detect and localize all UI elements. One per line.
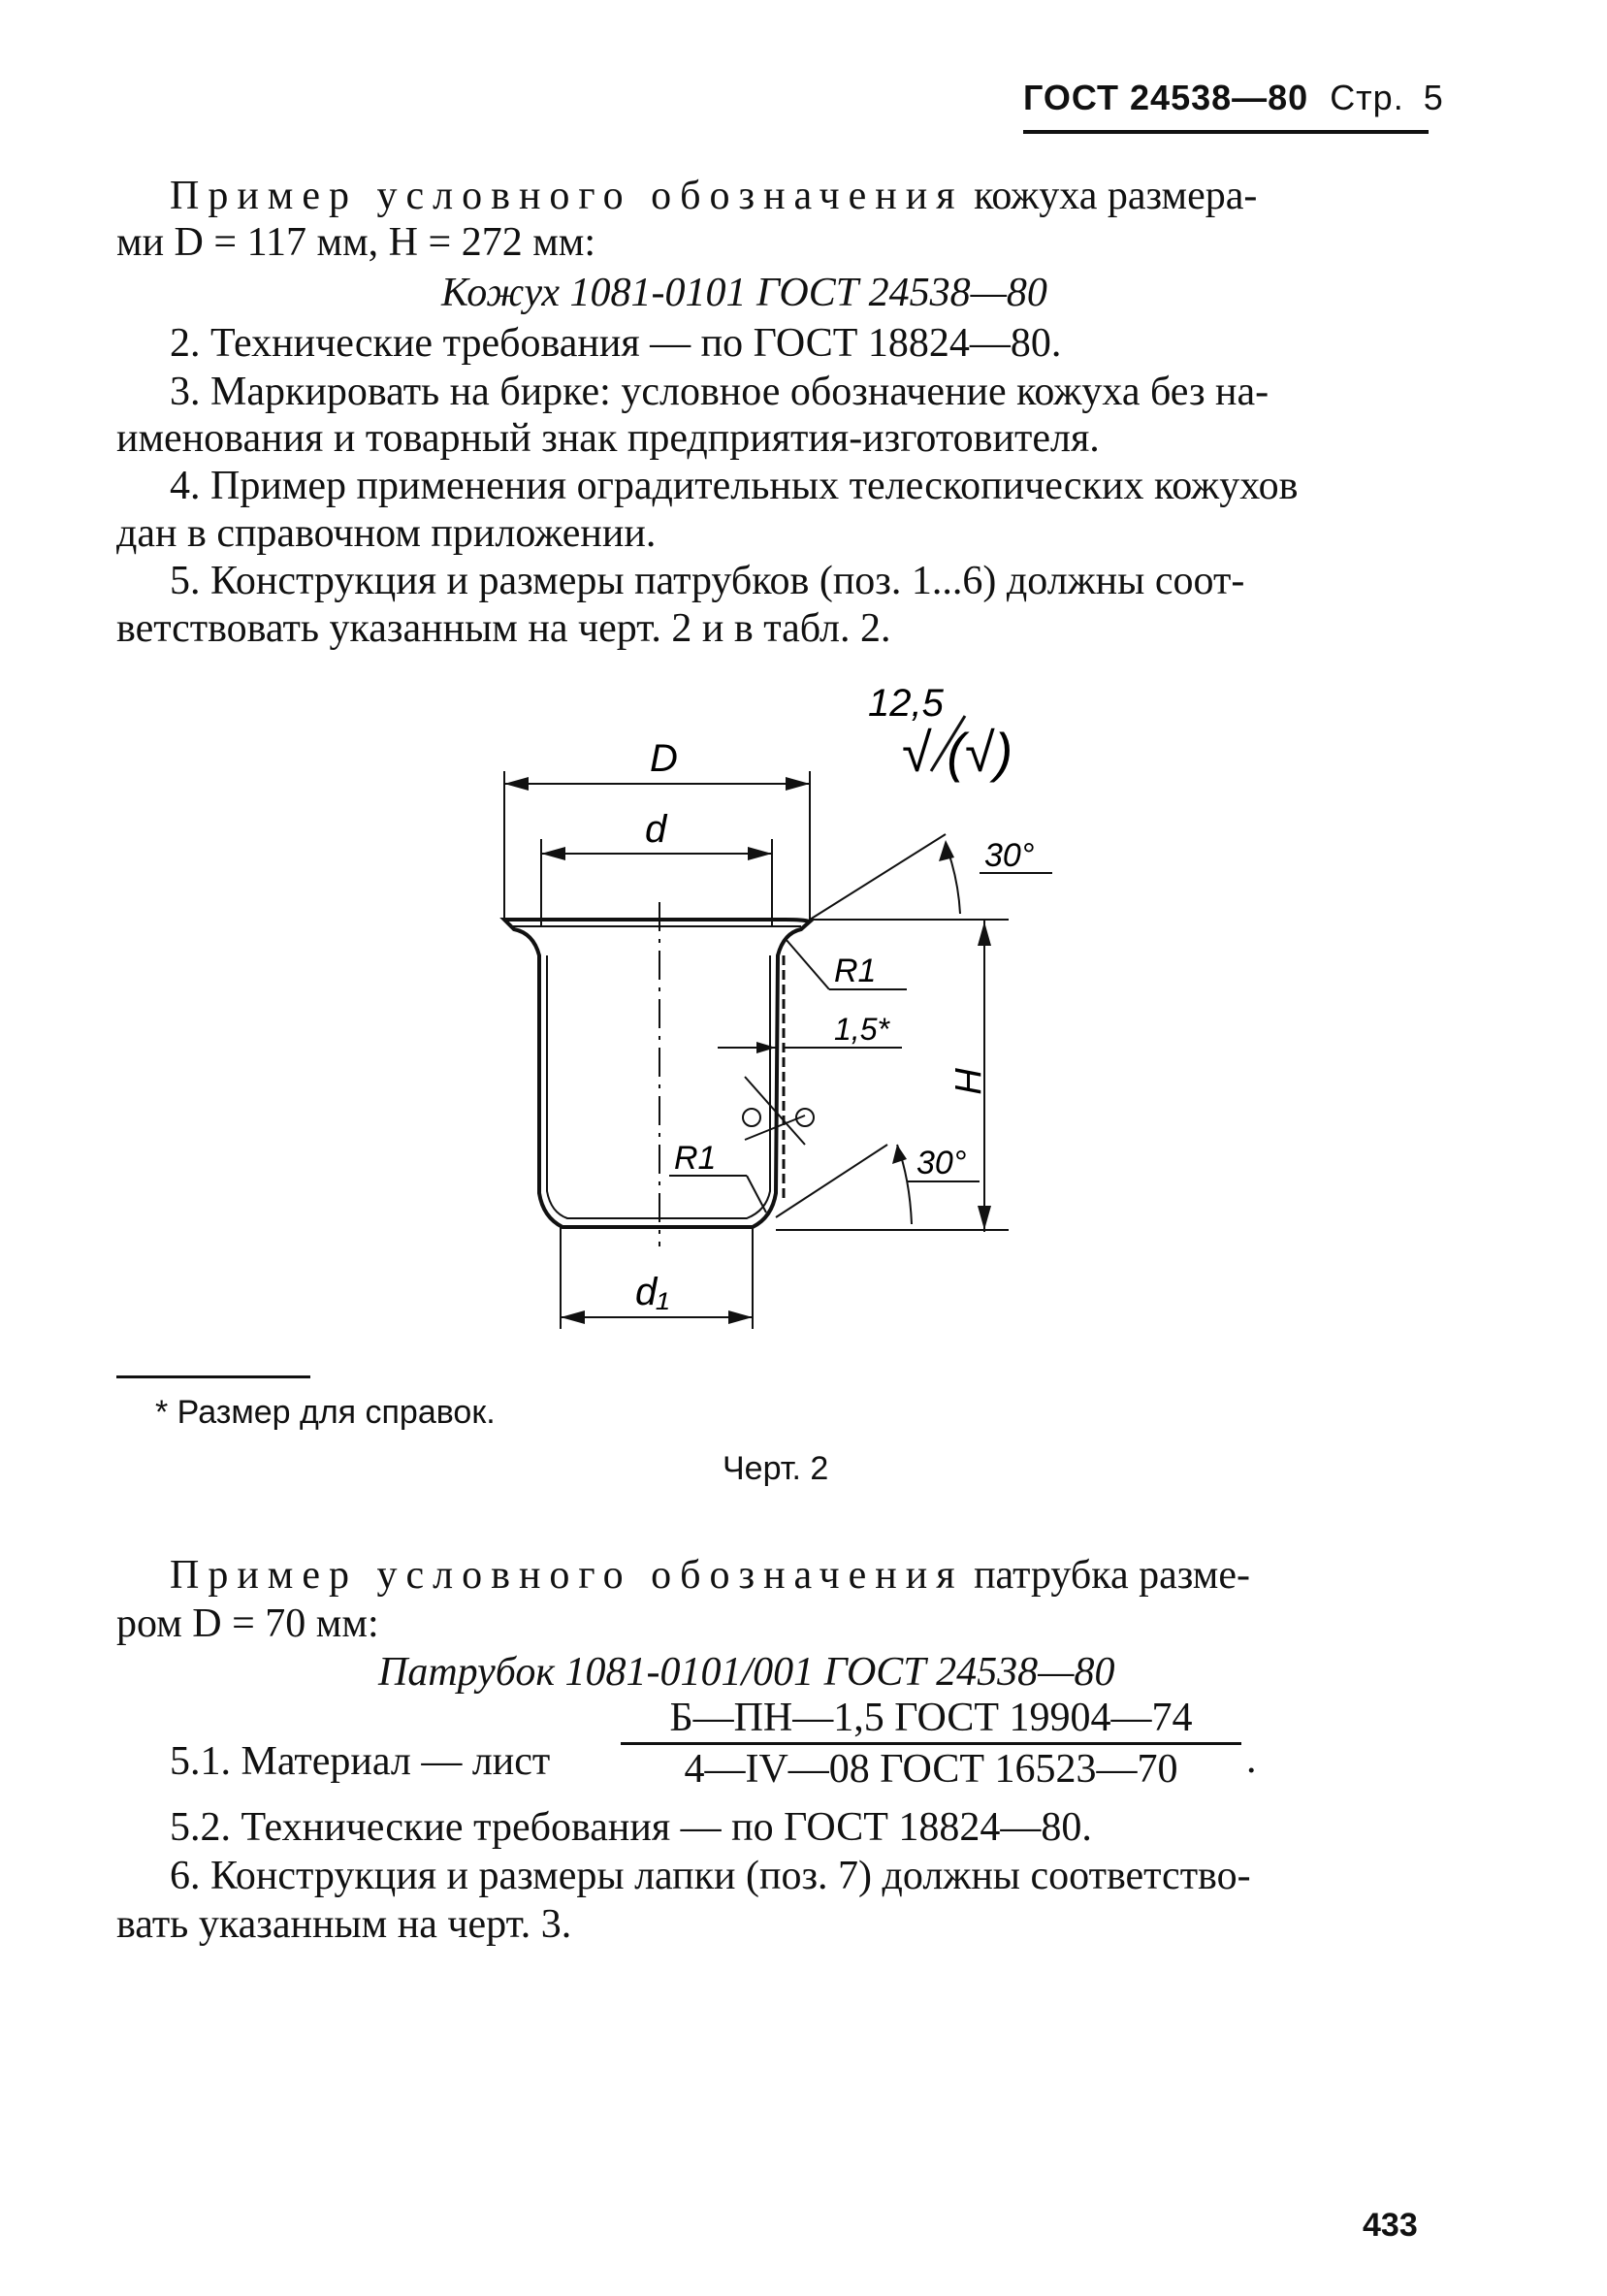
label-H: H [947,1067,987,1094]
item-6-line1: 6. Конструкция и размеры лапки (поз. 7) должны соответство- [170,1854,1251,1898]
material-numerator: Б—ПН—1,5 ГОСТ 19904—74 [669,1696,1193,1740]
label-R1-top: R1 [834,953,877,989]
footnote-rule [116,1375,310,1378]
example1-designation: Кожух 1081-0101 ГОСТ 24538—80 [441,271,1047,315]
item-5-line2: ветствовать указанным на черт. 2 и в табл. 2. [116,606,891,651]
fraction-bar [621,1742,1241,1745]
item-5-line1: 5. Конструкция и размеры патрубков (поз. 1...6) должны соот- [170,559,1245,603]
page-number: 5 [1423,78,1444,117]
item-5-2: 5.2. Технические требования — по ГОСТ 18824—80. [170,1805,1092,1850]
roughness-value: 12,5 [868,682,944,725]
page-footer-number: 433 [1363,2207,1418,2244]
item-3-line1: 3. Маркировать на бирке: условное обозначение кожуха без на- [170,370,1270,414]
example1-line2: ми D = 117 мм, H = 272 мм: [116,220,596,265]
label-angle-bottom: 30° [916,1145,967,1181]
standard-number: ГОСТ 24538—80 [1023,78,1309,117]
material-denominator: 4—IV—08 ГОСТ 16523—70 [684,1747,1178,1792]
item-3-line2: именования и товарный знак предприятия-изготовителя. [116,416,1100,461]
example2-designation: Патрубок 1081-0101/001 ГОСТ 24538—80 [378,1650,1115,1695]
example1-line1: Пример условного обозначения кожуха размера- [170,174,1258,218]
label-d1: d₁ [635,1271,669,1313]
item-4-line1: 4. Пример применения оградительных телескопических кожухов [170,464,1299,508]
label-angle-top: 30° [984,837,1035,874]
example2-line1: Пример условного обозначения патрубка разме- [170,1553,1250,1598]
label-d: d [645,808,667,851]
material-label: 5.1. Материал — лист [170,1739,551,1784]
item-2: 2. Технические требования — по ГОСТ 18824—80. [170,321,1062,366]
pipe-outline [504,920,810,1227]
example2-line2: ром D = 70 мм: [116,1601,379,1646]
material-fraction [621,1696,1241,1792]
material-end: . [1246,1737,1257,1782]
label-R1-bottom: R1 [674,1140,717,1177]
roughness-symbol: √ (√) [902,722,1013,783]
footnote: * Размер для справок. [155,1394,496,1431]
figure-caption: Черт. 2 [723,1450,829,1487]
item-4-line2: дан в справочном приложении. [116,511,657,556]
page-label: Стр. [1330,78,1404,117]
item-6-line2: вать указанным на черт. 3. [116,1902,572,1947]
label-thickness: 1,5* [834,1012,889,1047]
label-D: D [650,737,678,780]
